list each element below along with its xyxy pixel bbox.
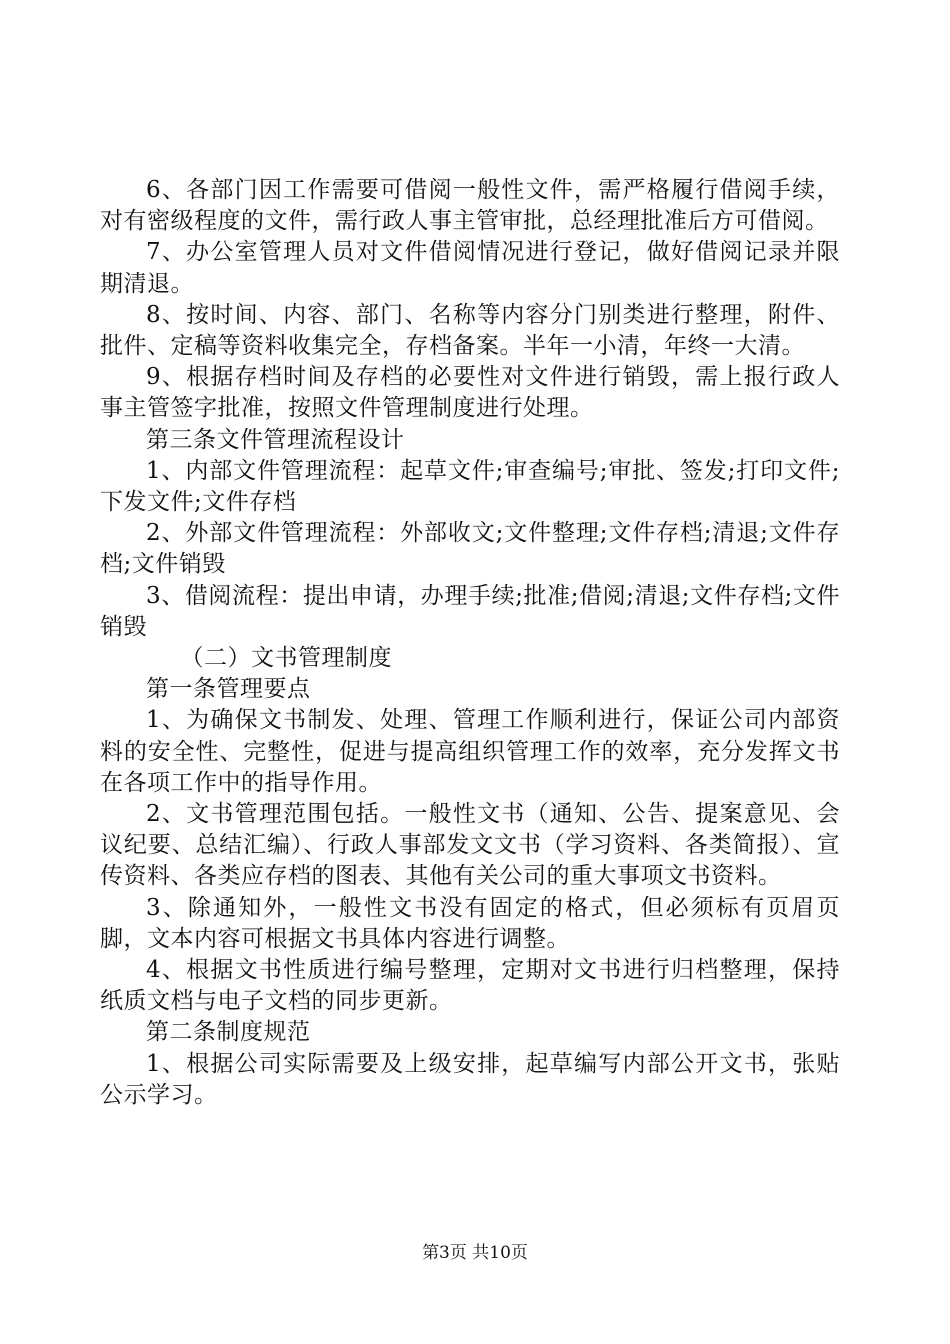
section-heading-article-1: 第一条管理要点 — [146, 676, 311, 703]
page-number-footer: 第3页 共10页 — [422, 1243, 528, 1263]
paragraph-management-point-2: 2、文书管理范围包括。一般性文书（通知、公告、提案意见、会议纪要、总结汇编）、行政人事部发文文书（学习资料、各类简报）、宣传资料、各类应存档的图表、其他有关公司的重大事项文书资料。 — [100, 801, 840, 890]
paragraph-internal-flow: 1、内部文件管理流程：起草文件;审查编号;审批、签发;打印文件;下发文件;文件存档 — [100, 457, 840, 516]
section-heading-article-3: 第三条文件管理流程设计 — [146, 426, 405, 453]
paragraph-item-8: 8、按时间、内容、部门、名称等内容分门别类进行整理，附件、批件、定稿等资料收集完全，存档备案。半年一小清，年终一大清。 — [100, 301, 840, 360]
section-heading-article-2: 第二条制度规范 — [146, 1019, 311, 1046]
paragraph-borrow-flow: 3、借阅流程：提出申请，办理手续;批准;借阅;清退;文件存档;文件销毁 — [100, 582, 840, 640]
paragraph-item-7: 7、办公室管理人员对文件借阅情况进行登记，做好借阅记录并限期清退。 — [100, 239, 840, 297]
paragraph-regulation-1: 1、根据公司实际需要及上级安排，起草编写内部公开文书，张贴公示学习。 — [100, 1050, 840, 1108]
paragraph-management-point-4: 4、根据文书性质进行编号整理，定期对文书进行归档整理，保持纸质文档与电子文档的同步更新。 — [100, 957, 840, 1015]
paragraph-management-point-3: 3、除通知外，一般性文书没有固定的格式，但必须标有页眉页脚，文本内容可根据文书具体内容进行调整。 — [100, 894, 840, 952]
section-heading-document-management: （二）文书管理制度 — [180, 645, 392, 672]
paragraph-management-point-1: 1、为确保文书制发、处理、管理工作顺利进行，保证公司内部资料的安全性、完整性，促进与提高组织管理工作的效率，充分发挥文书在各项工作中的指导作用。 — [100, 707, 840, 796]
paragraph-item-6: 6、各部门因工作需要可借阅一般性文件，需严格履行借阅手续，对有密级程度的文件，需行政人事主管审批，总经理批准后方可借阅。 — [100, 177, 840, 235]
paragraph-external-flow: 2、外部文件管理流程：外部收文;文件整理;文件存档;清退;文件存档;文件销毁 — [100, 520, 840, 578]
paragraph-item-9: 9、根据存档时间及存档的必要性对文件进行销毁，需上报行政人事主管签字批准，按照文件管理制度进行处理。 — [100, 364, 840, 422]
document-body — [100, 175, 840, 1111]
